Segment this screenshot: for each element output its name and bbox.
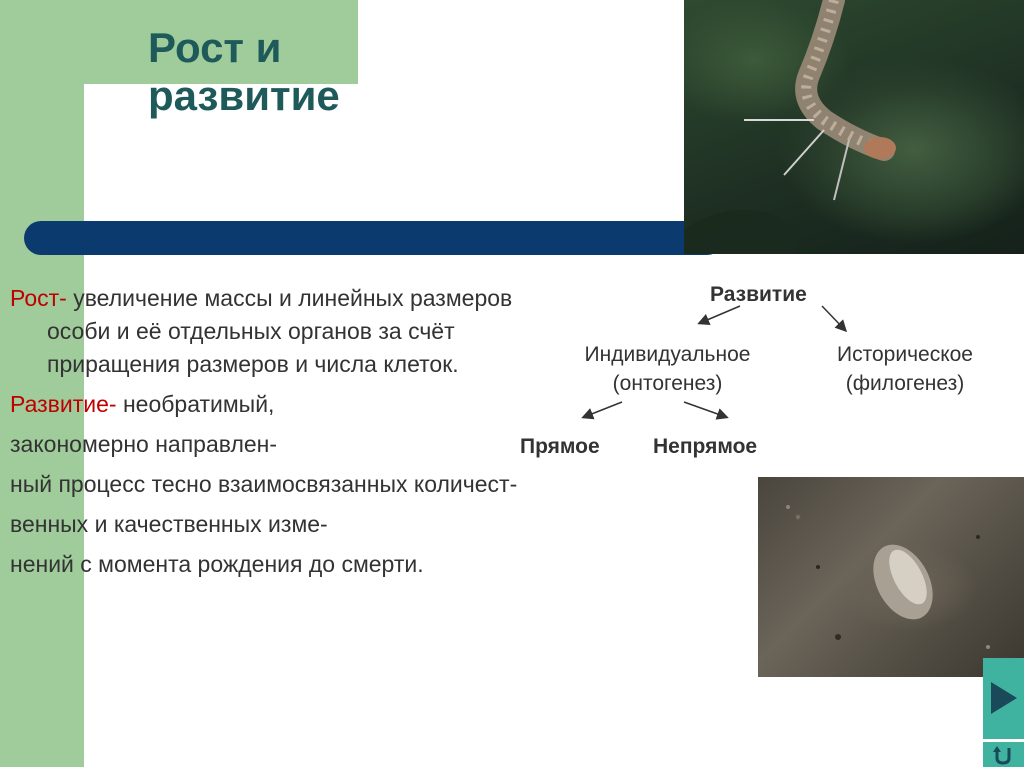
title-divider-bar — [24, 221, 724, 255]
growth-definition — [10, 282, 530, 381]
diagram-historical — [810, 340, 1000, 398]
slide-title-line-1: Рост и — [148, 24, 282, 71]
continuation-line-1: закономерно направлен- — [10, 431, 278, 457]
slide-title-line-2: развитие — [148, 72, 340, 119]
seed-photo — [758, 477, 1024, 677]
individual-line-1: Индивидуальное — [584, 343, 751, 366]
slide-title — [148, 24, 340, 120]
development-diagram — [500, 270, 1024, 480]
arrow-to-historical — [822, 306, 845, 330]
continuation-line-4: нений с момента рождения до смерти. — [10, 551, 424, 577]
play-triangle-icon — [983, 658, 1024, 739]
diagram-indirect: Непрямое — [653, 435, 758, 458]
historical-line-1: Историческое — [837, 343, 973, 366]
arrow-to-indirect — [684, 402, 726, 417]
return-button[interactable] — [983, 742, 1024, 767]
larva-illustration — [684, 0, 1024, 254]
diagram-direct: Прямое — [520, 435, 600, 458]
growth-definition-text: увеличение массы и линейных размеров особи и её отдельных органов за счёт приращения размеров и числа клеток. — [47, 285, 513, 377]
arrow-to-direct — [584, 402, 622, 417]
diagram-individual — [555, 340, 780, 398]
next-slide-button[interactable] — [983, 658, 1024, 739]
individual-line-2: (онтогенез) — [612, 372, 723, 395]
seed-illustration — [758, 477, 1024, 677]
growth-term: Рост- — [10, 285, 67, 311]
title-notch — [84, 84, 124, 224]
definitions-text — [10, 282, 530, 588]
development-term: Развитие- — [10, 391, 117, 417]
development-definition — [10, 388, 530, 421]
diagram-root: Развитие — [710, 283, 807, 306]
continuation-line-3: венных и качественных изме- — [10, 511, 328, 537]
return-arrow-icon — [983, 742, 1024, 767]
continuation-line-2: ный процесс тесно взаимосвязанных количест- — [10, 471, 518, 497]
development-definition-text: необратимый, — [116, 391, 275, 417]
historical-line-2: (филогенез) — [845, 372, 965, 395]
larva-photo — [684, 0, 1024, 254]
